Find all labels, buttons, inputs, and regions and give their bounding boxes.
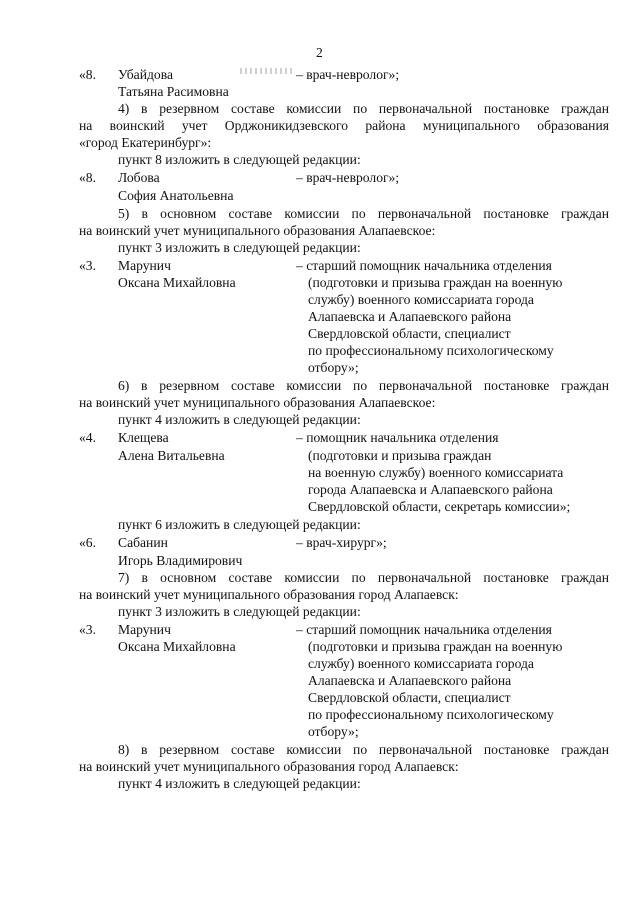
page-number: 2 <box>316 45 323 60</box>
member-name: Оксана Михайловна <box>118 639 236 654</box>
paragraph-line: 4) в резервном составе комиссии по первоначальной постановке граждан <box>118 101 609 116</box>
member-position: Свердловской области, специалист <box>308 326 511 341</box>
paragraph-line: 6) в резервном составе комиссии по первоначальной постановке граждан <box>118 378 609 393</box>
member-position: отбору»; <box>308 724 359 739</box>
scan-noise <box>240 68 292 74</box>
paragraph-line: 8) в резервном составе комиссии по первоначальной постановке граждан <box>118 742 609 757</box>
item-number: «8. <box>79 170 96 185</box>
member-name: Алена Витальевна <box>118 448 225 463</box>
member-surname: Убайдова <box>118 67 173 82</box>
paragraph-line: 7) в основном составе комиссии по первоначальной постановке граждан <box>118 570 609 585</box>
instruction-line: пункт 4 изложить в следующей редакции: <box>118 776 361 791</box>
member-position: – помощник начальника отделения <box>296 430 499 445</box>
instruction-line: пункт 3 изложить в следующей редакции: <box>118 240 361 255</box>
member-name: София Анатольевна <box>118 188 234 203</box>
member-surname: Марунич <box>118 622 171 637</box>
paragraph-line: на воинский учет Орджоникидзевского района муниципального образования <box>79 118 609 133</box>
paragraph-line: на воинский учет муниципального образования город Алапаевск: <box>79 587 459 602</box>
member-position: (подготовки и призыва граждан <box>308 448 492 463</box>
item-number: «6. <box>79 535 96 550</box>
member-position: на военную службу) военного комиссариата <box>308 465 564 480</box>
instruction-line: пункт 6 изложить в следующей редакции: <box>118 517 361 532</box>
member-position: – старший помощник начальника отделения <box>296 258 552 273</box>
member-position: службу) военного комиссариата города <box>308 656 534 671</box>
paragraph-line: на воинский учет муниципального образования Алапаевское: <box>79 223 436 238</box>
member-name: Игорь Владимирович <box>118 553 243 568</box>
member-surname: Сабанин <box>118 535 168 550</box>
item-number: «8. <box>79 67 96 82</box>
member-position: – врач-невролог»; <box>296 170 400 185</box>
instruction-line: пункт 4 изложить в следующей редакции: <box>118 412 361 427</box>
member-position: Алапаевска и Алапаевского района <box>308 309 512 324</box>
member-position: (подготовки и призыва граждан на военную <box>308 275 563 290</box>
member-position: Свердловской области, секретарь комиссии»; <box>308 499 571 514</box>
member-position: – старший помощник начальника отделения <box>296 622 552 637</box>
member-position: по профессиональному психологическому <box>308 707 554 722</box>
instruction-line: пункт 8 изложить в следующей редакции: <box>118 152 361 167</box>
item-number: «3. <box>79 258 96 273</box>
item-number: «4. <box>79 430 96 445</box>
member-position: – врач-невролог»; <box>296 67 400 82</box>
member-name: Оксана Михайловна <box>118 275 236 290</box>
paragraph-line: на воинский учет муниципального образования Алапаевское: <box>79 395 436 410</box>
paragraph-line: 5) в основном составе комиссии по первоначальной постановке граждан <box>118 206 609 221</box>
member-position: Свердловской области, специалист <box>308 690 511 705</box>
member-position: Алапаевска и Алапаевского района <box>308 673 512 688</box>
instruction-line: пункт 3 изложить в следующей редакции: <box>118 604 361 619</box>
member-position: службу) военного комиссариата города <box>308 292 534 307</box>
member-position: по профессиональному психологическому <box>308 343 554 358</box>
member-surname: Марунич <box>118 258 171 273</box>
member-position: города Алапаевска и Алапаевского района <box>308 482 553 497</box>
member-position: – врач-хирург»; <box>296 535 387 550</box>
paragraph-line: «город Екатеринбург»: <box>79 135 212 150</box>
member-surname: Клещева <box>118 430 169 445</box>
paragraph-line: на воинский учет муниципального образования город Алапаевск: <box>79 759 459 774</box>
member-name: Татьяна Расимовна <box>118 84 229 99</box>
item-number: «3. <box>79 622 96 637</box>
member-surname: Лобова <box>118 170 160 185</box>
member-position: (подготовки и призыва граждан на военную <box>308 639 563 654</box>
member-position: отбору»; <box>308 360 359 375</box>
